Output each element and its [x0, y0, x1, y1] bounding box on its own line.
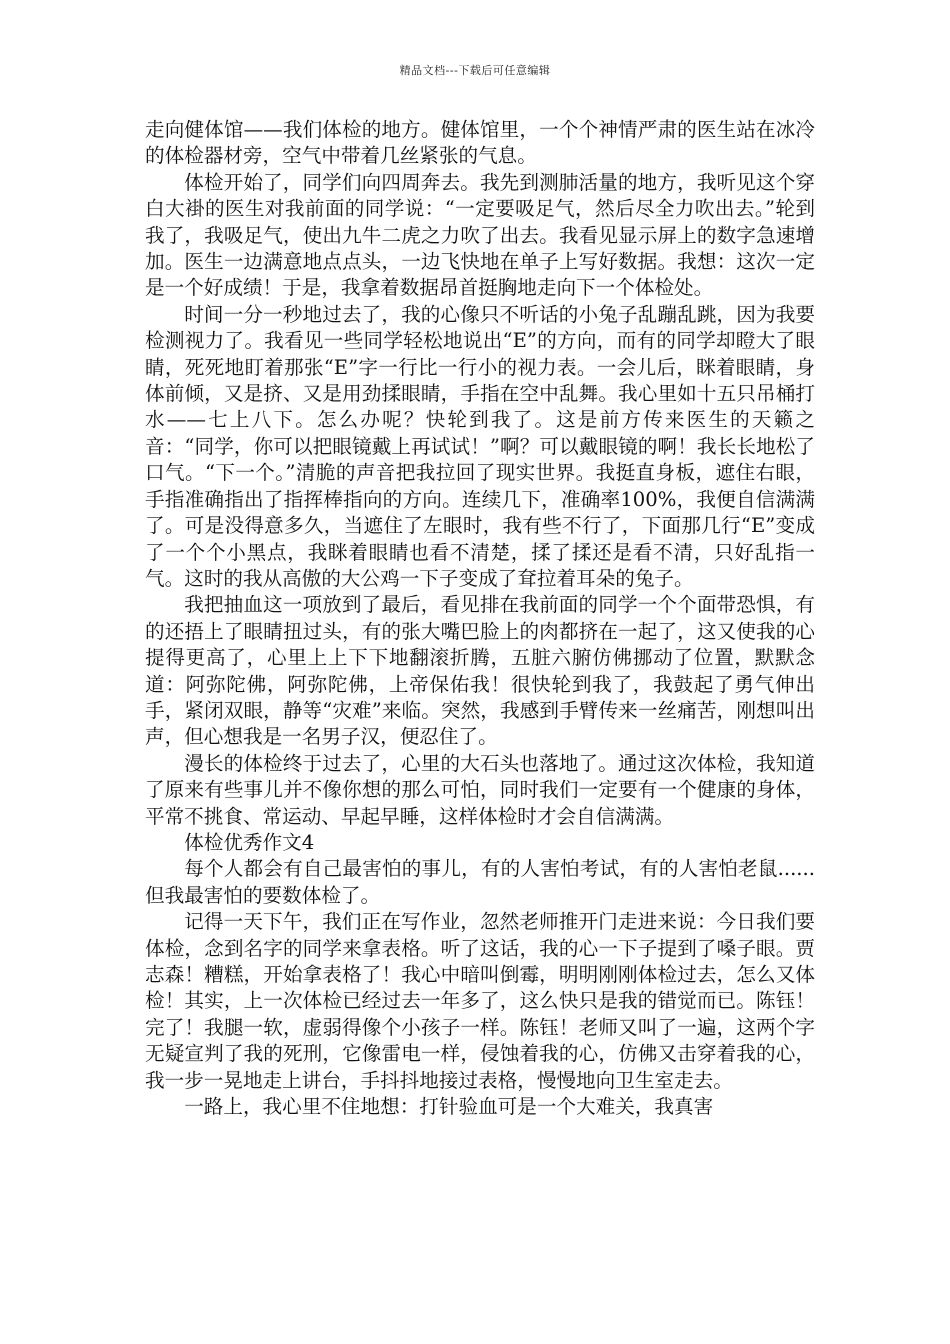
paragraph: 每个人都会有自己最害怕的事儿，有的人害怕考试，有的人害怕老鼠......但我最害怕的要数体检了。 [145, 857, 815, 907]
section-heading: 体检优秀作文4 [184, 830, 315, 854]
paragraph: 走向健体馆——我们体检的地方。健体馆里，一个个神情严肃的医生站在冰冷的体检器材旁，空气中带着几丝紧张的气息。 [145, 118, 815, 168]
paragraph: 体检开始了，同学们向四周奔去。我先到测肺活量的地方，我听见这个穿白大褂的医生对我前面的同学说：“一定要吸足气，然后尽全力吹出去。”轮到我了，我吸足气，使出九牛二虎之力吹了出去。我看见显示屏上的数字急速增加。医生一边满意地点点头，一边飞快地在单子上写好数据。我想：这次一定是一个好成绩！于是，我拿着数据昂首挺胸地走向下一个体检处。 [145, 170, 815, 300]
page-header: 精品文档---下载后可任意编辑 [399, 64, 551, 77]
paragraph: 漫长的体检终于过去了，心里的大石头也落地了。通过这次体检，我知道了原来有些事儿并不像你想的那么可怕，同时我们一定要有一个健康的身体，平常不挑食、常运动、早起早睡，这样体检时才会自信满满。 [145, 751, 815, 828]
paragraph: 一路上，我心里不住地想：打针验血可是一个大难关，我真害 [184, 1095, 714, 1119]
paragraph: 我把抽血这一项放到了最后，看见排在我前面的同学一个个面带恐惧，有的还捂上了眼睛扭过头，有的张大嘴巴脸上的肉都挤在一起了，这又使我的心提得更高了，心里上上下下地翻滚折腾，五脏六腑仿佛挪动了位置，默默念道：阿弥陀佛，阿弥陀佛，上帝保佑我！很快轮到我了，我鼓起了勇气伸出手，紧闭双眼，静等“灾难”来临。突然，我感到手臂传来一丝痛苦，刚想叫出声，但心想我是一名男子汉，便忍住了。 [145, 593, 815, 749]
paragraph: 记得一天下午，我们正在写作业，忽然老师推开门走进来说：今日我们要体检，念到名字的同学来拿表格。听了这话，我的心一下子提到了嗓子眼。贾志森！糟糕，开始拿表格了！我心中暗叫倒霉，明明刚刚体检过去，怎么又体检！其实，上一次体检已经过去一年多了，这么快只是我的错觉而已。陈钰！完了！我腿一软，虚弱得像个小孩子一样。陈钰！老师又叫了一遍，这两个字无疑宣判了我的死刑，它像雷电一样，侵蚀着我的心，仿佛又击穿着我的心，我一步一晃地走上讲台，手抖抖地接过表格，慢慢地向卫生室走去。 [145, 910, 815, 1092]
paragraph: 时间一分一秒地过去了，我的心像只不听话的小兔子乱蹦乱跳，因为我要检测视力了。我看见一些同学轻松地说出“E”的方向，而有的同学却瞪大了眼睛，死死地盯着那张“E”字一行比一行小的视力表。一会儿后，眯着眼睛，身体前倾，又是挤、又是用劲揉眼睛，手指在空中乱舞。我心里如十五只吊桶打水——七上八下。怎么办呢？快轮到我了。这是前方传来医生的天籁之音：“同学，你可以把眼镜戴上再试试！”啊？可以戴眼镜的啊！我长长地松了口气。“下一个。”清脆的声音把我拉回了现实世界。我挺直身板，遮住右眼，手指准确指出了指挥棒指向的方向。连续几下，准确率100%，我便自信满满了。可是没得意多久，当遮住了左眼时，我有些不行了，下面那几行“E”变成了一个个小黑点，我眯着眼睛也看不清楚，揉了揉还是看不清，只好乱指一气。这时的我从高傲的大公鸡一下子变成了耷拉着耳朵的兔子。 [145, 302, 815, 590]
document-body [145, 117, 815, 1120]
